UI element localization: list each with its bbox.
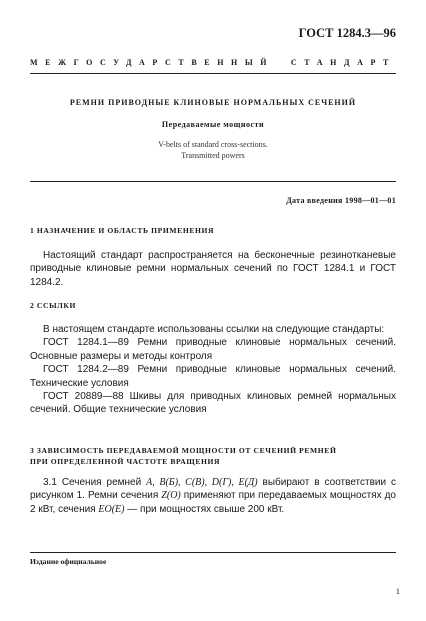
section-paragraph	[30, 249, 396, 289]
belt-section-eo: EO(E)	[98, 503, 125, 515]
document-code: ГОСТ 1284.3—96	[298, 26, 396, 40]
scope-text: Настоящий стандарт распространяется на бесконечные резинотканевые приводные клиновые ремни нормальных сечений по ГОСТ 1284.1 и ГОСТ 1284.2.	[30, 250, 396, 288]
references-block	[30, 323, 396, 417]
references-intro: В настоящем стандарте использованы ссылки на следующие стандарты:	[43, 324, 385, 335]
standard-word: СТАНДАРТ	[290, 58, 396, 67]
interstate-standard-banner	[30, 58, 396, 67]
section-heading-line: 3 ЗАВИСИМОСТЬ ПЕРЕДАВАЕМОЙ МОЩНОСТИ ОТ СЕЧЕНИЙ РЕМНЕЙ	[30, 446, 337, 455]
reference-item: ГОСТ 1284.2—89 Ремни приводные клиновые нормальных сечений. Технические условия	[30, 364, 396, 389]
section-heading	[30, 445, 396, 467]
section-paragraph	[30, 476, 396, 516]
document-title: РЕМНИ ПРИВОДНЫЕ КЛИНОВЫЕ НОРМАЛЬНЫХ СЕЧЕНИЙ	[69, 98, 357, 107]
header-rule	[30, 73, 396, 74]
section-heading-line: ПРИ ОПРЕДЕЛЕННОЙ ЧАСТОТЕ ВРАЩЕНИЯ	[30, 457, 221, 466]
belt-sections-text: 3.1 Сечения ремней A, B(Б), C(B), D(Г), E(Д) выбирают в соответствии с рисунком 1. Ремни сечения Z(O) применяют при передаваемых мощностях до 2 кВт, сечения EO(E) — при мощностях свыше 200 кВт.	[30, 477, 397, 515]
section-heading: 2 ССЫЛКИ	[30, 301, 76, 310]
section-heading: 1 НАЗНАЧЕНИЕ И ОБЛАСТЬ ПРИМЕНЕНИЯ	[30, 226, 215, 235]
document-subtitle: Передаваемые мощности	[161, 120, 265, 129]
belt-section-list: A, B(Б), C(B), D(Г), E(Д)	[146, 477, 258, 488]
official-edition-label: Издание официальное	[30, 557, 107, 566]
introduction-date: Дата введения 1998—01—01	[286, 196, 396, 205]
english-title-line: V-belts of standard cross-sections.	[158, 140, 268, 149]
reference-item: ГОСТ 20889—88 Шкивы для приводных клиновых ремней нормальных сечений. Общие технические условия	[30, 391, 396, 416]
english-title-line: Transmitted powers	[181, 150, 245, 160]
footer-rule	[30, 552, 396, 553]
belt-section-z: Z(O)	[161, 490, 181, 502]
reference-item: ГОСТ 1284.1—89 Ремни приводные клиновые нормальных сечений. Основные размеры и методы контроля	[30, 337, 396, 362]
english-title	[30, 140, 396, 161]
title-rule	[30, 181, 396, 182]
page-number: 1	[395, 586, 400, 596]
interstate-word: МЕЖГОСУДАРСТВЕННЫЙ	[30, 58, 275, 67]
